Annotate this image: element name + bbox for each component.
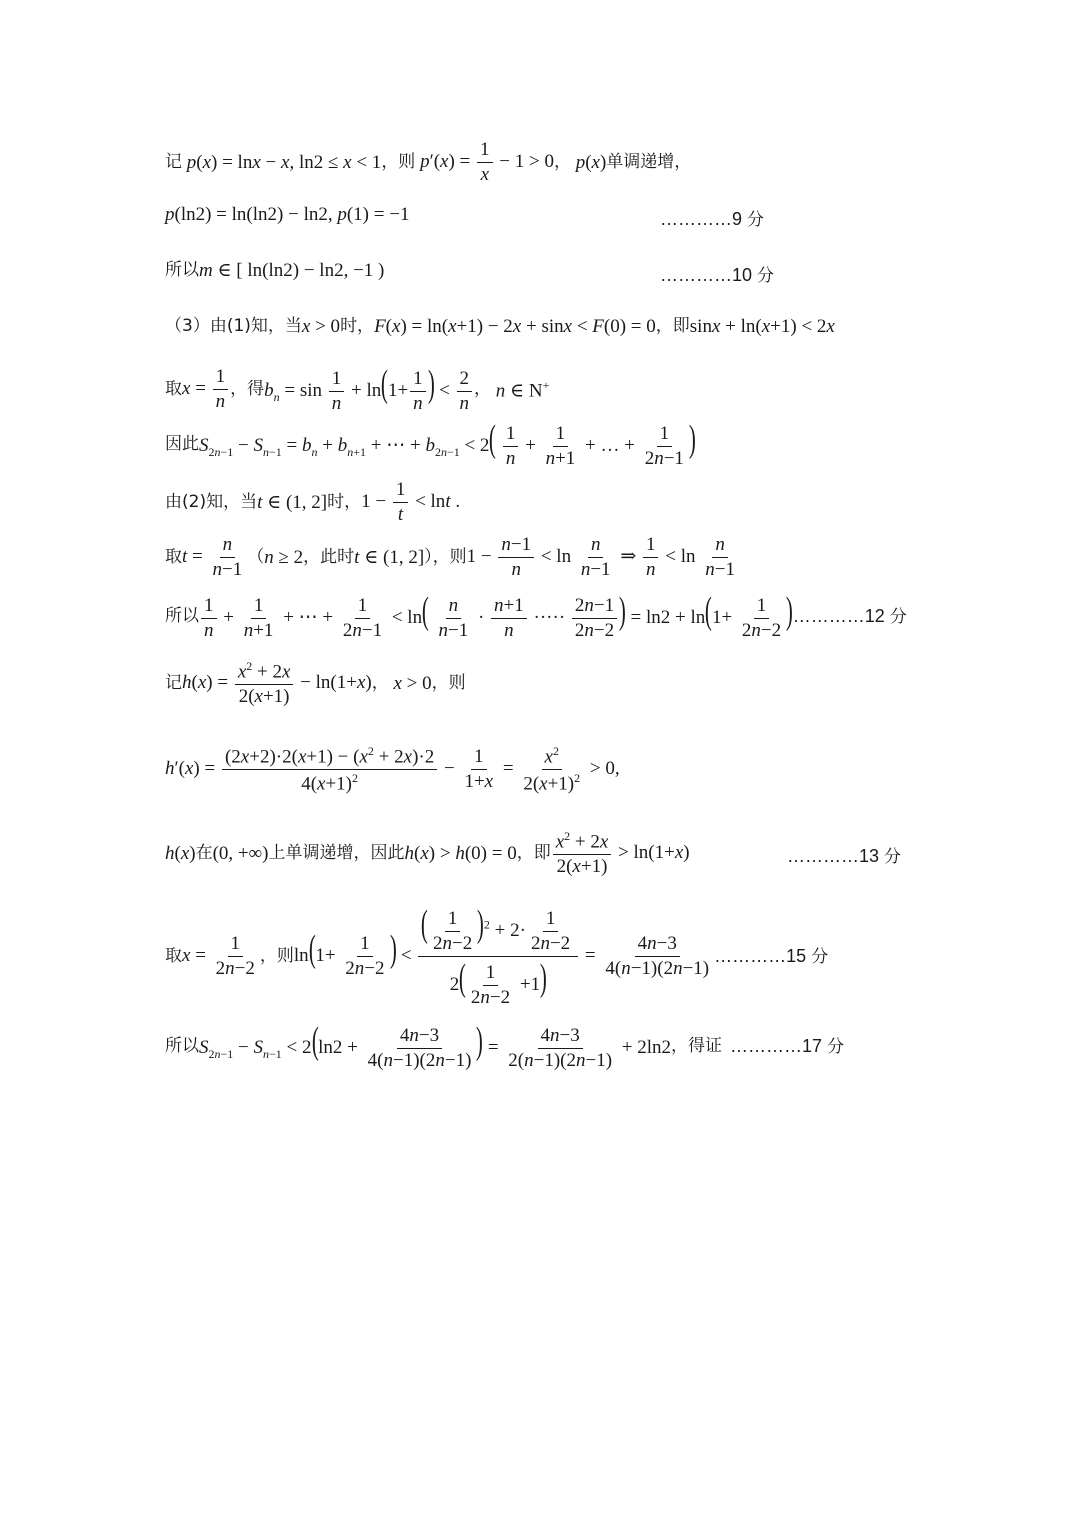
- formula: $S_{2n-1} - S_{n-1} = b_n + b_{n+1}$ + ⋯ + $b_{2n-1} < 2$( $\frac{1}{n}$ + $\frac{1}{n+1}$ + … + $\frac{1}{2n-1}$ ): [199, 418, 696, 470]
- formula: 1 − $\frac{1}{t}$ < lnt .: [361, 479, 461, 525]
- formula: p(ln2) = ln(ln2) − ln2, p(1) = −1: [165, 204, 410, 225]
- formula: sinx + ln(x+1) < 2x: [689, 316, 835, 337]
- line-conclusion: 所以 $S_{2n-1} - S_{n-1} < 2(\ln 2$ + $\frac{4n-3}{4(n-1)(2n-1)}$ ) = $\frac{4n-3}{2(n-1)(2n-1)}$ + 2ln2 ，得证 …………17 分: [165, 1020, 845, 1072]
- formula: F(x) = ln(x+1) − 2x + sinx < F(0) = 0: [374, 316, 656, 337]
- line-p-definition: 记 p(x) = lnx − x, ln2 ≤ x < 1 ，则 p′(x) = $\frac{1}{x}$ − 1 > 0 ， p(x) 单调递增，: [165, 139, 692, 185]
- formula: x = $\frac{1}{2n-2}$: [182, 933, 255, 980]
- line-part3-intro: （3）由(1)知，当 x > 0 时， F(x) = ln(x+1) − 2x + sinx < F(0) = 0 ，即 sinx + ln(x+1) < 2x: [165, 316, 835, 337]
- formula: t = $\frac{n}{n-1}$: [182, 534, 243, 580]
- line-h-increasing: h(x) 在 (0, +∞) 上单调递增，因此 h(x) > h(0) = 0 ，即 $\frac{x^2 + 2x}{2(x+1)}$ > ln(1+x): [165, 829, 690, 878]
- formula: p(x) = lnx − x, ln2 ≤ x < 1: [186, 151, 382, 173]
- line-sum-bound: 因此 $S_{2n-1} - S_{n-1} = b_n + b_{n+1}$ + ⋯ + $b_{2n-1} < 2$( $\frac{1}{n}$ + $\frac{1}{n+1}$ + … + $\frac{1}{2n-1}$ ): [165, 418, 696, 470]
- formula: x = $\frac{1}{n}$: [182, 367, 230, 412]
- line-m-range: 所以 m ∈ [ ln(ln2) − ln2, −1 ): [165, 260, 385, 281]
- formula: $S_{2n-1} - S_{n-1} < 2(\ln 2$ + $\frac{4n-3}{4(n-1)(2n-1)}$ ) = $\frac{4n-3}{2(n-1)(2n-1)}$ + 2ln2: [199, 1020, 672, 1072]
- formula: $\frac{x^2 + 2x}{2(x+1)}$ > ln(1+x): [551, 830, 690, 877]
- formula: ln(1+ $\frac{1}{2n-2}$ ) < ( $\frac{1}{2n-2}$ )$^2$ + 2· $\frac{1}{2n-2}$ 2( $\frac{1}{2n-2}$ +1) = $\frac{4n-3}{4(n-1)(2n-1)}$: [293, 903, 710, 1009]
- score-15: …………15 分: [714, 946, 829, 968]
- line-take-x2: 取 x = $\frac{1}{2n-2}$ ，则 ln(1+ $\frac{1}{2n-2}$ ) < ( $\frac{1}{2n-2}$ )$^2$ + 2· $\frac{1}{2n-2}$ 2( $\frac{1}{2n-2}$ +1) = $\frac{4n-3}{4(n-1)(2n-1)}$ …………15 分: [165, 903, 829, 1009]
- line-part2-ref: 由(2)知，当 t ∈ (1, 2] 时， 1 − $\frac{1}{t}$ < lnt .: [165, 479, 461, 525]
- formula: $b_n = \sin$ $\frac{1}{n}$ + ln(1+ $\frac{1}{n}$ ) < $\frac{2}{n}$: [264, 365, 474, 414]
- formula: m ∈ [ ln(ln2) − ln2, −1 ): [199, 260, 385, 281]
- line-take-t: 取 t = $\frac{n}{n-1}$ （ n ≥ 2 ，此时 t ∈ (1, 2] ），则 1 − $\frac{n-1}{n}$ < ln $\frac{n}{n-1}$ ⇒ $\frac{1}{n}$ < ln $\frac{n}{n-1}$: [165, 535, 740, 580]
- formula: 1 − $\frac{n-1}{n}$ < ln $\frac{n}{n-1}$ ⇒ $\frac{1}{n}$ < ln $\frac{n}{n-1}$: [466, 534, 735, 580]
- score-17: …………17 分: [730, 1036, 845, 1058]
- line-h-definition: 记 h(x) = $\frac{x^2 + 2x}{2(x+1)}$ − ln(1+x) ， x > 0 ，则: [165, 659, 466, 708]
- score-9: …………9 分: [660, 209, 765, 230]
- line-p-values: [165, 205, 409, 224]
- formula: p′(x) = $\frac{1}{x}$ − 1 > 0: [420, 139, 554, 185]
- score-13: …………13 分: [787, 846, 902, 867]
- formula: h′(x) = $\frac{(2x+2)\cdot 2(x+1) - (x^2 + 2x)\cdot 2}{4(x+1)^2}$ − $\frac{1}{1+x}$ = $\frac{x^2}{2(x+1)^2}$ > 0,: [165, 744, 620, 795]
- line-h-derivative: [165, 745, 620, 795]
- line-take-x: 取 x = $\frac{1}{n}$ ，得 $b_n = \sin$ $\frac{1}{n}$ + ln(1+ $\frac{1}{n}$ ) < $\frac{2}{n}$ ， n ∈ N+: [165, 363, 550, 415]
- formula: h(x) = $\frac{x^2 + 2x}{2(x+1)}$ − ln(1+x): [182, 659, 372, 708]
- formula: $\frac{1}{n}$ + $\frac{1}{n+1}$ + ⋯ + $\frac{1}{2n-1}$ < ln( $\frac{n}{n-1}$ · $\frac{n+1}{n}$ ····· $\frac{2n-1}{2n-2}$ ) = ln2 + ln(1+ $\frac{1}{2n-2}$ ): [199, 592, 793, 641]
- score-10: …………10 分: [660, 265, 775, 286]
- score-12: …………12 分: [792, 606, 907, 628]
- line-log-sum: 所以 $\frac{1}{n}$ + $\frac{1}{n+1}$ + ⋯ + $\frac{1}{2n-1}$ < ln( $\frac{n}{n-1}$ · $\frac{n+1}{n}$ ····· $\frac{2n-1}{2n-2}$ ) = ln2 + ln(1+ $\frac{1}{2n-2}$ ) …………12 分: [165, 590, 907, 642]
